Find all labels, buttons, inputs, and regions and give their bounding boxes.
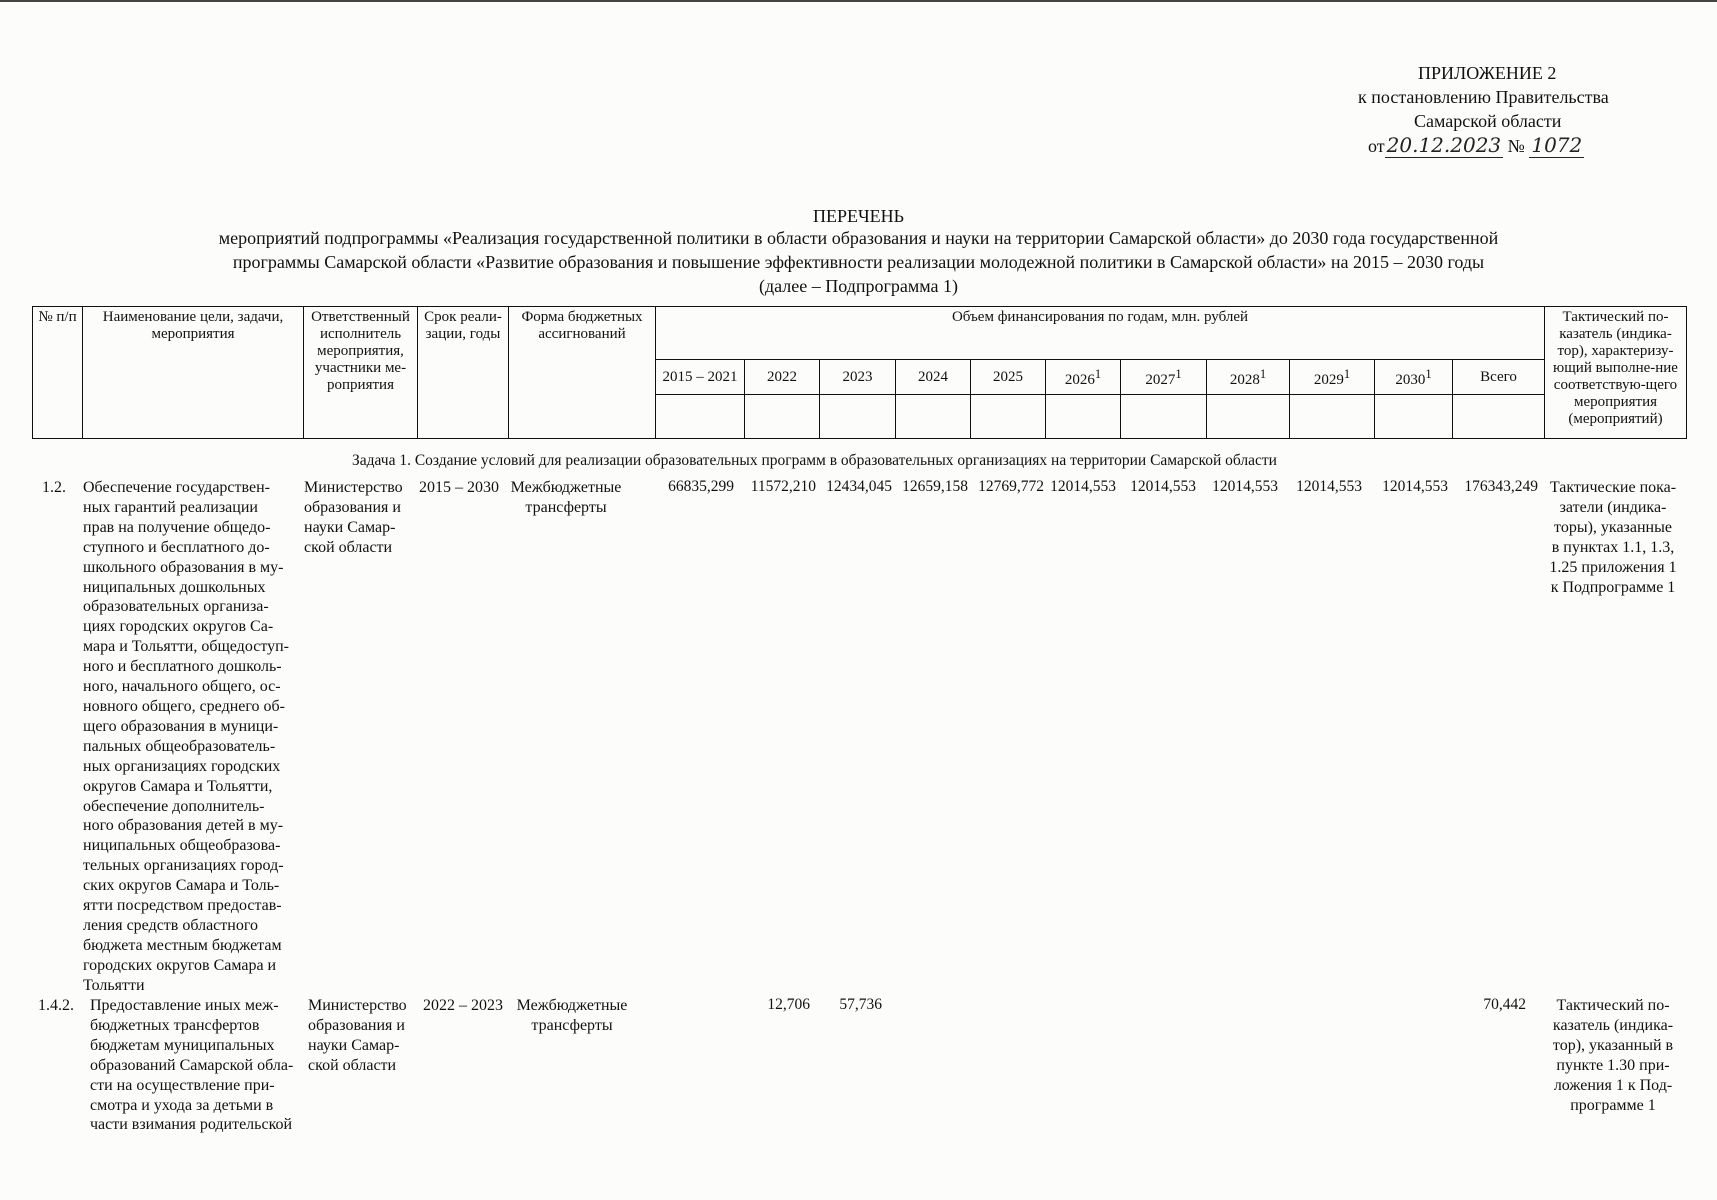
name-line: ских округов Самара и Толь-: [83, 877, 280, 895]
name-line: бюджетных трансфертов: [90, 1016, 260, 1034]
row-name: [90, 996, 305, 1135]
year-label: 2029: [1313, 371, 1344, 388]
footnote-mark: 1: [1259, 366, 1267, 381]
year-label: 2026: [1064, 371, 1095, 388]
value-total: 70,442: [1483, 996, 1526, 1013]
scan-top-edge: [0, 0, 1717, 2]
header-table: [32, 306, 1687, 439]
executor-line: образования и: [308, 1016, 405, 1034]
form-line: трансферты: [525, 498, 607, 516]
footnote-mark: 1: [1343, 366, 1351, 381]
year-header: 2015 – 2021: [656, 360, 745, 395]
row-period: 2015 – 2030: [419, 479, 499, 496]
document-subtitle-2: программы Самарской области «Развитие образования и повышение эффективности реализации молодежной политики в Самарской области» на 2015 – 2030 годы: [232, 252, 1485, 272]
row-name: [83, 478, 303, 996]
header-name: Наименование цели, задачи, мероприятия: [83, 307, 304, 439]
name-line: обеспечение дополнитель-: [83, 797, 265, 815]
name-line: образований Самарской обла-: [90, 1056, 294, 1074]
executor-line: науки Самар-: [308, 1036, 400, 1054]
handwritten-number: 1072: [1531, 133, 1583, 157]
name-line: циях городских округов Са-: [83, 618, 274, 636]
value-2024: 12659,158: [902, 478, 968, 495]
name-line: бюджета местным бюджетам: [83, 936, 282, 954]
row-form: [508, 478, 624, 518]
value-2022: 11572,210: [750, 478, 816, 495]
year-label: 2030: [1395, 371, 1426, 388]
header-num: № п/п: [33, 307, 83, 439]
indicator-line: к Подпрограмме 1: [1550, 578, 1676, 596]
document-subtitle-3: (далее – Подпрограмма 1): [758, 276, 959, 296]
name-line: городских округов Самара и: [83, 956, 277, 974]
indicator-line: казатель (индика-: [1552, 1016, 1674, 1034]
row-indicator: [1542, 996, 1684, 1115]
value-2023: 57,736: [839, 996, 882, 1013]
document-title: ПЕРЕЧЕНЬ: [812, 206, 905, 226]
name-line: ления средств областного: [83, 916, 258, 934]
executor-line: образования и: [304, 498, 401, 516]
appendix-title: ПРИЛОЖЕНИЕ 2: [1418, 63, 1557, 83]
footnote-mark: 1: [1175, 366, 1182, 381]
name-line: смотра и ухода за детьми в: [90, 1096, 274, 1114]
name-line: Обеспечение государствен-: [83, 479, 270, 496]
value-2015-2021: 66835,299: [668, 478, 734, 495]
appendix-line-2: Самарской области: [1414, 111, 1562, 131]
year-header: Всего: [1453, 360, 1545, 395]
name-line: тельных организациях город-: [83, 857, 284, 875]
document-subtitle-1: мероприятий подпрограммы «Реализация государственной политики в области образования и науки на территории Самарской области» до 2030 года государственной: [218, 228, 1499, 248]
row-form: [510, 996, 634, 1036]
year-cell-empty: [971, 395, 1046, 439]
name-line: ного, начального общего, ос-: [83, 678, 281, 696]
indicator-line: 1.25 приложения 1: [1549, 558, 1677, 576]
year-header: [1290, 360, 1375, 395]
form-line: трансферты: [531, 1016, 613, 1034]
row-indicator: [1542, 478, 1684, 597]
executor-line: Министерство: [304, 479, 403, 496]
header-period: Срок реали-зации, годы: [418, 307, 509, 439]
executor-line: науки Самар-: [304, 518, 396, 536]
name-line: мара и Тольятти, общедоступ-: [83, 638, 289, 656]
appendix-date-line: [1368, 134, 1584, 157]
year-cell-empty: [1375, 395, 1453, 439]
row-num: 1.2.: [42, 479, 66, 496]
row-executor: [308, 996, 420, 1076]
year-cell-empty: [1046, 395, 1121, 439]
value-total: 176343,249: [1464, 478, 1538, 495]
name-line: пальных общеобразователь-: [83, 737, 276, 755]
name-line: сти на осуществление при-: [90, 1076, 275, 1094]
name-line: Предоставление иных меж-: [90, 997, 279, 1014]
year-header: 2024: [896, 360, 971, 395]
row-num: 1.4.2.: [38, 997, 74, 1014]
value-2022: 12,706: [767, 996, 810, 1013]
year-cell-empty: [656, 395, 745, 439]
row-period: 2022 – 2023: [423, 997, 503, 1014]
name-line: ного образования детей в му-: [83, 817, 284, 835]
header-form: Форма бюджетных ассигнований: [509, 307, 656, 439]
indicator-line: торы), указанные: [1554, 518, 1672, 536]
name-line: прав на получение общедо-: [83, 518, 271, 536]
indicator-line: пункте 1.30 при-: [1556, 1056, 1670, 1074]
indicator-line: тор), указанный в: [1552, 1036, 1674, 1054]
name-line: Тольятти: [83, 976, 145, 994]
number-prefix: №: [1507, 136, 1525, 156]
year-cell-empty: [745, 395, 820, 439]
year-header: 2022: [745, 360, 820, 395]
value-2023: 12434,045: [826, 478, 892, 495]
name-line: части взимания родительской: [90, 1116, 293, 1134]
appendix-line-1: к постановлению Правительства: [1358, 87, 1609, 107]
form-line: Межбюджетные: [510, 479, 622, 496]
indicator-line: в пунктах 1.1, 1.3,: [1551, 538, 1675, 556]
name-line: бюджетам муниципальных: [90, 1036, 275, 1054]
indicator-line: Тактический по-: [1556, 997, 1670, 1014]
year-cell-empty: [820, 395, 896, 439]
date-prefix: от: [1368, 136, 1385, 156]
name-line: ятти посредством предостав-: [83, 897, 282, 915]
name-line: новного общего, среднего об-: [83, 697, 285, 715]
name-line: ниципальных общеобразова-: [83, 837, 281, 855]
form-line: Межбюджетные: [516, 997, 628, 1014]
name-line: ных гарантий реализации: [83, 498, 258, 516]
value-2028: 12014,553: [1212, 478, 1278, 495]
year-cell-empty: [1453, 395, 1545, 439]
year-header: [1375, 360, 1453, 395]
indicator-line: затели (индика-: [1559, 498, 1667, 516]
header-funding: Объем финансирования по годам, млн. рублей: [656, 307, 1545, 360]
name-line: округов Самара и Тольятти,: [83, 777, 273, 795]
year-header: 2025: [971, 360, 1046, 395]
value-2025: 12769,772: [978, 478, 1044, 495]
indicator-line: программе 1: [1570, 1096, 1656, 1114]
name-line: ных организациях городских: [83, 757, 281, 775]
year-cell-empty: [1290, 395, 1375, 439]
year-header: [1121, 360, 1207, 395]
name-line: образовательных организа-: [83, 598, 269, 616]
header-indicator: Тактический по-казатель (индика-тор), характеризу-ющий выполне-ние соответствую-щего мероприятия (мероприятий): [1545, 307, 1687, 439]
header-executor: Ответственный исполнитель мероприятия, участники ме-роприятия: [304, 307, 418, 439]
row-executor: [304, 478, 416, 558]
indicator-line: ложения 1 к Под-: [1553, 1076, 1673, 1094]
year-cell-empty: [1207, 395, 1290, 439]
value-2029: 12014,553: [1296, 478, 1362, 495]
handwritten-date: 20.12.2023: [1386, 133, 1502, 157]
year-cell-empty: [1121, 395, 1207, 439]
name-line: ступного и бесплатного до-: [83, 538, 270, 556]
year-header: 2023: [820, 360, 896, 395]
name-line: ниципальных дошкольных: [83, 578, 266, 596]
value-2027: 12014,553: [1130, 478, 1196, 495]
indicator-line: Тактические пока-: [1549, 479, 1677, 496]
footnote-mark: 1: [1425, 366, 1432, 381]
year-label: 2027: [1145, 371, 1176, 388]
name-line: щего образования в муници-: [83, 717, 279, 735]
value-2026: 12014,553: [1050, 478, 1116, 495]
year-header: [1207, 360, 1290, 395]
value-2030: 12014,553: [1382, 478, 1448, 495]
executor-line: ской области: [304, 538, 393, 556]
name-line: школьного образования в му-: [83, 558, 284, 576]
year-label: 2028: [1229, 371, 1260, 388]
footnote-mark: 1: [1094, 366, 1102, 381]
name-line: ного и бесплатного дошколь-: [83, 658, 282, 676]
year-cell-empty: [896, 395, 971, 439]
executor-line: Министерство: [308, 997, 407, 1014]
year-header: [1046, 360, 1121, 395]
executor-line: ской области: [308, 1056, 397, 1074]
task-heading: Задача 1. Создание условий для реализации образовательных программ в образовательных организациях на территории Самарской области: [352, 452, 1277, 469]
